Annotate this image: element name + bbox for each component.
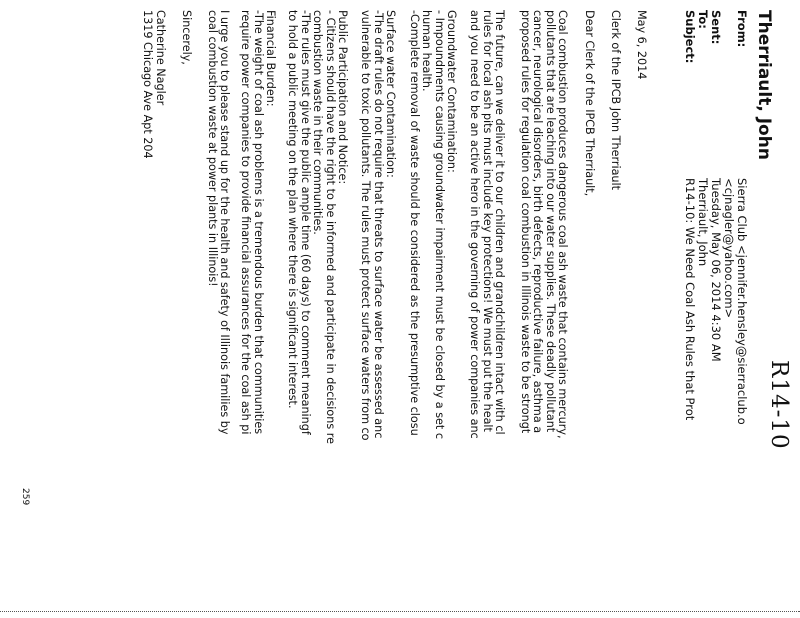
text-line: require power companies to provide financial assurances for the coal ash pi: [239, 10, 253, 435]
from-label: From:: [735, 10, 749, 48]
text-line: - Impoundments causing groundwater impairment must be closed by a set c: [432, 10, 446, 440]
text-line: -The weight of coal ash problems is a tremendous burden that communities: [251, 10, 265, 435]
section-heading: Public Participation and Notice:: [336, 10, 349, 185]
subject-value: R14-10: We Need Coal Ash Rules that Prot: [683, 178, 697, 421]
signer-address: 1319 Chicago Ave Apt 204: [141, 10, 154, 159]
text-line: vulnerable to toxic pollutants. The rules must protect surface waters from co: [359, 10, 373, 441]
text-line: The future, can we deliver it to our children and grandchildren intact with cl: [493, 10, 506, 435]
text-line: coal combustion waste at power plants in Illinois!: [205, 10, 219, 287]
signer-name: Catherine Nagler: [154, 10, 167, 106]
text-line: human health.: [420, 10, 434, 92]
text-line: and you need to be an active hero in the governing of power companies anc: [468, 10, 482, 439]
surface-water-section: [359, 10, 396, 610]
closing-paragraph: [205, 10, 230, 610]
salutation: Dear Clerk of the IPCB Therriault,: [583, 10, 596, 197]
text-line: -The rules must give the public ample time (60 days) to comment meaningf: [298, 10, 312, 435]
from-value: Sierra Club <jennifer.hensley@sierraclub.o: [735, 178, 749, 425]
section-heading: Financial Burden:: [264, 10, 277, 107]
text-line: I urge you to please stand up for the health and safety of Illinois families by: [218, 10, 231, 435]
text-line: cancer, neurological disorders, birth defects, reproductive failure, asthma a: [531, 10, 545, 434]
public-participation-section: [286, 10, 348, 610]
recipient-line: Clerk of the IPCB John Therriault: [609, 10, 622, 191]
text-line: proposed rules for regulation coal combustion in Illinois waste to be strongt: [518, 10, 532, 434]
subject-label: Subject:: [683, 10, 697, 64]
to-value: Therriault, John: [696, 178, 710, 267]
text-line: pollutants that are leaching into our water supplies. These deadly pollutant: [543, 10, 557, 433]
text-line: to hold a public meeting on the plan where there is significant interest.: [286, 10, 300, 409]
text-line: rules for local ash pits must include key protections! We must put the healt: [480, 10, 494, 432]
page-number: 259: [20, 488, 30, 506]
sent-label: Sent:: [709, 10, 723, 45]
document-id: R14-10: [766, 360, 792, 450]
text-line: -Complete removal of waste should be considered as the presumptive closu: [407, 10, 421, 436]
signoff: Sincerely,: [180, 10, 193, 65]
text-line: - Citizens should have the right to be informed and participate in decisions re: [323, 10, 337, 444]
fold-dotted-rule: [0, 611, 800, 612]
section-heading: Groundwater Contamination:: [445, 10, 458, 173]
financial-burden-section: [239, 10, 276, 610]
intro-paragraph: [518, 10, 568, 610]
text-line: -The draft rules do not require that threats to surface water be assessed anc: [371, 10, 385, 439]
text-line: combustion waste in their communities.: [311, 10, 325, 235]
section-heading: Surface water Contamination:: [384, 10, 397, 178]
future-paragraph: [468, 10, 505, 610]
from-value-line2: <cjnagler@yahoo.com>: [722, 178, 736, 319]
sender-name-heading: Therriault, John: [754, 10, 774, 160]
groundwater-section: [407, 10, 457, 610]
to-label: To:: [696, 10, 710, 29]
sent-value: Tuesday, May 06, 2014 4:30 AM: [709, 178, 723, 362]
letter-date: May 6, 2014: [635, 10, 648, 80]
text-line: Coal combustion produces dangerous coal ash waste that contains mercury,: [556, 10, 569, 439]
